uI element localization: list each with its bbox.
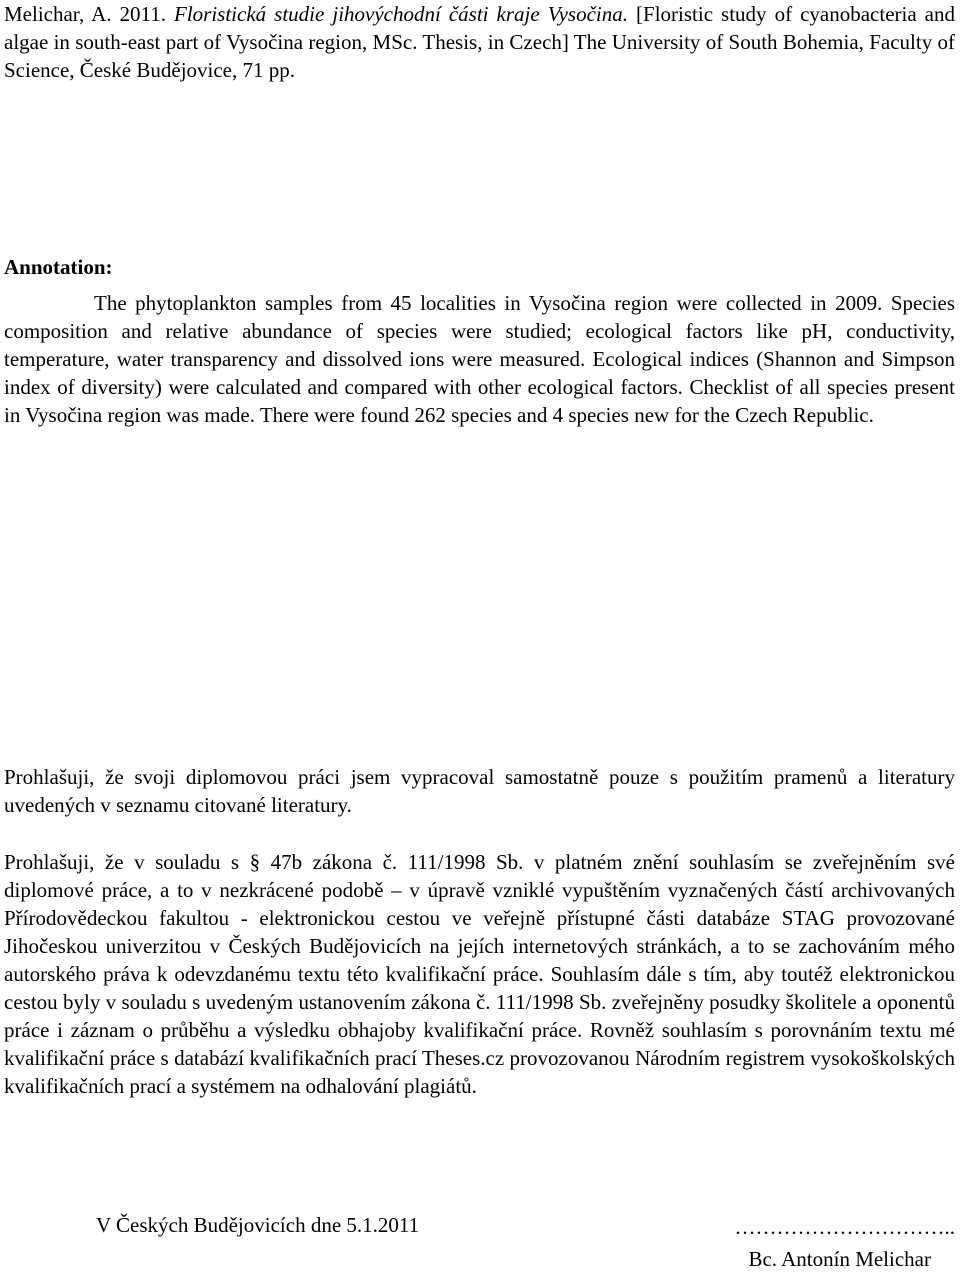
citation-title: Floristická studie jihovýchodní části kraje Vysočina. <box>174 2 628 26</box>
citation <box>4 0 955 84</box>
signature-line: ………………………….. <box>734 1215 955 1239</box>
declaration-paragraph-2: Prohlašuji, že v souladu s § 47b zákona č. 111/1998 Sb. v platném znění souhlasím se zveřejněním své diplomové práce, a to v nezkrácené podobě – v úpravě vzniklé vypuštěním vyznačených částí archivovaných Přírodovědeckou fakultou - elektronickou cestou ve veřejně přístupné části databáze STAG provozované Jihočeskou univerzitou v Českých Budějovicích na jejích internetových stránkách, a to se zachováním mého autorského práva k odevzdanému textu této kvalifikační práce. Souhlasím dále s tím, aby toutéž elektronickou cestou byly v souladu s uvedeným ustanovením zákona č. 111/1998 Sb. zveřejněny posudky školitele a oponentů práce i záznam o průběhu a výsledku obhajoby kvalifikační práce. Rovněž souhlasím s porovnáním textu mé kvalifikační práce s databází kvalifikačních prací Theses.cz provozovanou Národním registrem vysokoškolských kvalifikačních prací a systémem na odhalování plagiátů. <box>4 850 955 1098</box>
annotation-body: The phytoplankton samples from 45 localities in Vysočina region were collected in 2009. Species composition and relative abundance of species were studied; ecological factors like pH, conductivity, temperature, water transparency and dissolved ions were measured. Ecological indices (Shannon and Simpson index of diversity) were calculated and compared with other ecological factors. Checklist of all species present in Vysočina region was made. There were found 262 species and 4 species new for the Czech Republic. <box>4 291 955 427</box>
signature-place-date: V Českých Budějovicích dne 5.1.2011 <box>96 1213 420 1237</box>
annotation-heading: Annotation: <box>4 255 113 279</box>
signature-name: Bc. Antonín Melichar <box>748 1247 931 1271</box>
declaration-paragraph-1: Prohlašuji, že svoji diplomovou práci jsem vypracoval samostatně pouze s použitím pramenů a literatury uvedených v seznamu citované literatury. <box>4 765 955 817</box>
citation-details: [Floristic study of cyanobacteria and algae in south-east part of Vysočina region, MSc. Thesis, in Czech] The University of South Bohemia, Faculty of Science, České Budějovice, 71 pp. <box>4 2 956 82</box>
citation-author-year: Melichar, A. 2011. <box>4 2 174 26</box>
